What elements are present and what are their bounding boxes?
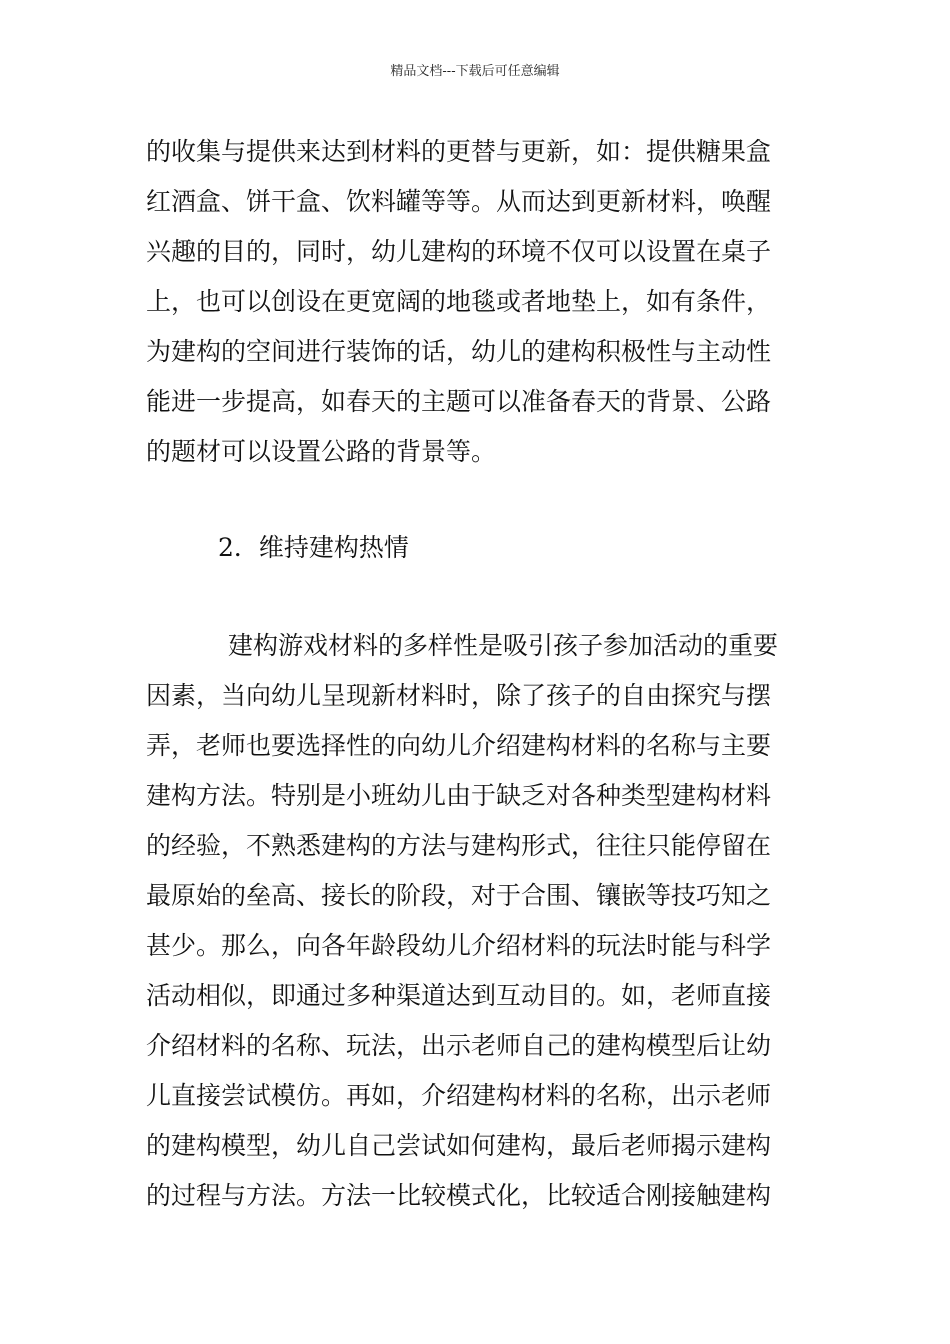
text-line: 的过程与方法。方法一比较模式化，比较适合刚接触建构 <box>146 1181 772 1210</box>
text-line: 的收集与提供来达到材料的更替与更新，如：提供糖果盒 <box>146 137 772 166</box>
text-line: 因素，当向幼儿呈现新材料时，除了孩子的自由探究与摆 <box>146 681 772 710</box>
text-line: 兴趣的目的，同时，幼儿建构的环境不仅可以设置在桌子 <box>146 237 772 266</box>
text-line: 上，也可以创设在更宽阔的地毯或者地垫上，如有条件， <box>146 287 772 316</box>
text-line: 儿直接尝试模仿。再如，介绍建构材料的名称，出示老师 <box>146 1081 772 1110</box>
text-line: 的建构模型，幼儿自己尝试如何建构，最后老师揭示建构 <box>146 1131 772 1160</box>
section-heading: 2．维持建构热情 <box>218 533 409 562</box>
text-line: 活动相似，即通过多种渠道达到互动目的。如，老师直接 <box>146 981 772 1010</box>
paragraph-materials-update <box>146 127 771 477</box>
text-line: 最原始的垒高、接长的阶段，对于合围、镶嵌等技巧知之 <box>146 881 772 910</box>
page-header: 精品文档---下载后可任意编辑 <box>390 64 560 79</box>
text-line: 的经验，不熟悉建构的方法与建构形式，往往只能停留在 <box>146 831 772 860</box>
text-line: 介绍材料的名称、玩法，出示老师自己的建构模型后让幼 <box>146 1031 772 1060</box>
text-line: 弄，老师也要选择性的向幼儿介绍建构材料的名称与主要 <box>146 731 772 760</box>
text-line: 甚少。那么，向各年龄段幼儿介绍材料的玩法时能与科学 <box>146 931 772 960</box>
text-line: 红酒盒、饼干盒、饮料罐等等。从而达到更新材料，唤醒 <box>146 187 772 216</box>
text-line-first: 建构游戏材料的多样性是吸引孩子参加活动的重要 <box>228 631 779 660</box>
paragraph-maintain-enthusiasm <box>146 621 778 1221</box>
text-line: 的题材可以设置公路的背景等。 <box>146 437 497 466</box>
text-line: 为建构的空间进行装饰的话，幼儿的建构积极性与主动性 <box>146 337 772 366</box>
text-line: 能进一步提高，如春天的主题可以准备春天的背景、公路 <box>146 387 772 416</box>
text-line: 建构方法。特别是小班幼儿由于缺乏对各种类型建构材料 <box>146 781 772 810</box>
